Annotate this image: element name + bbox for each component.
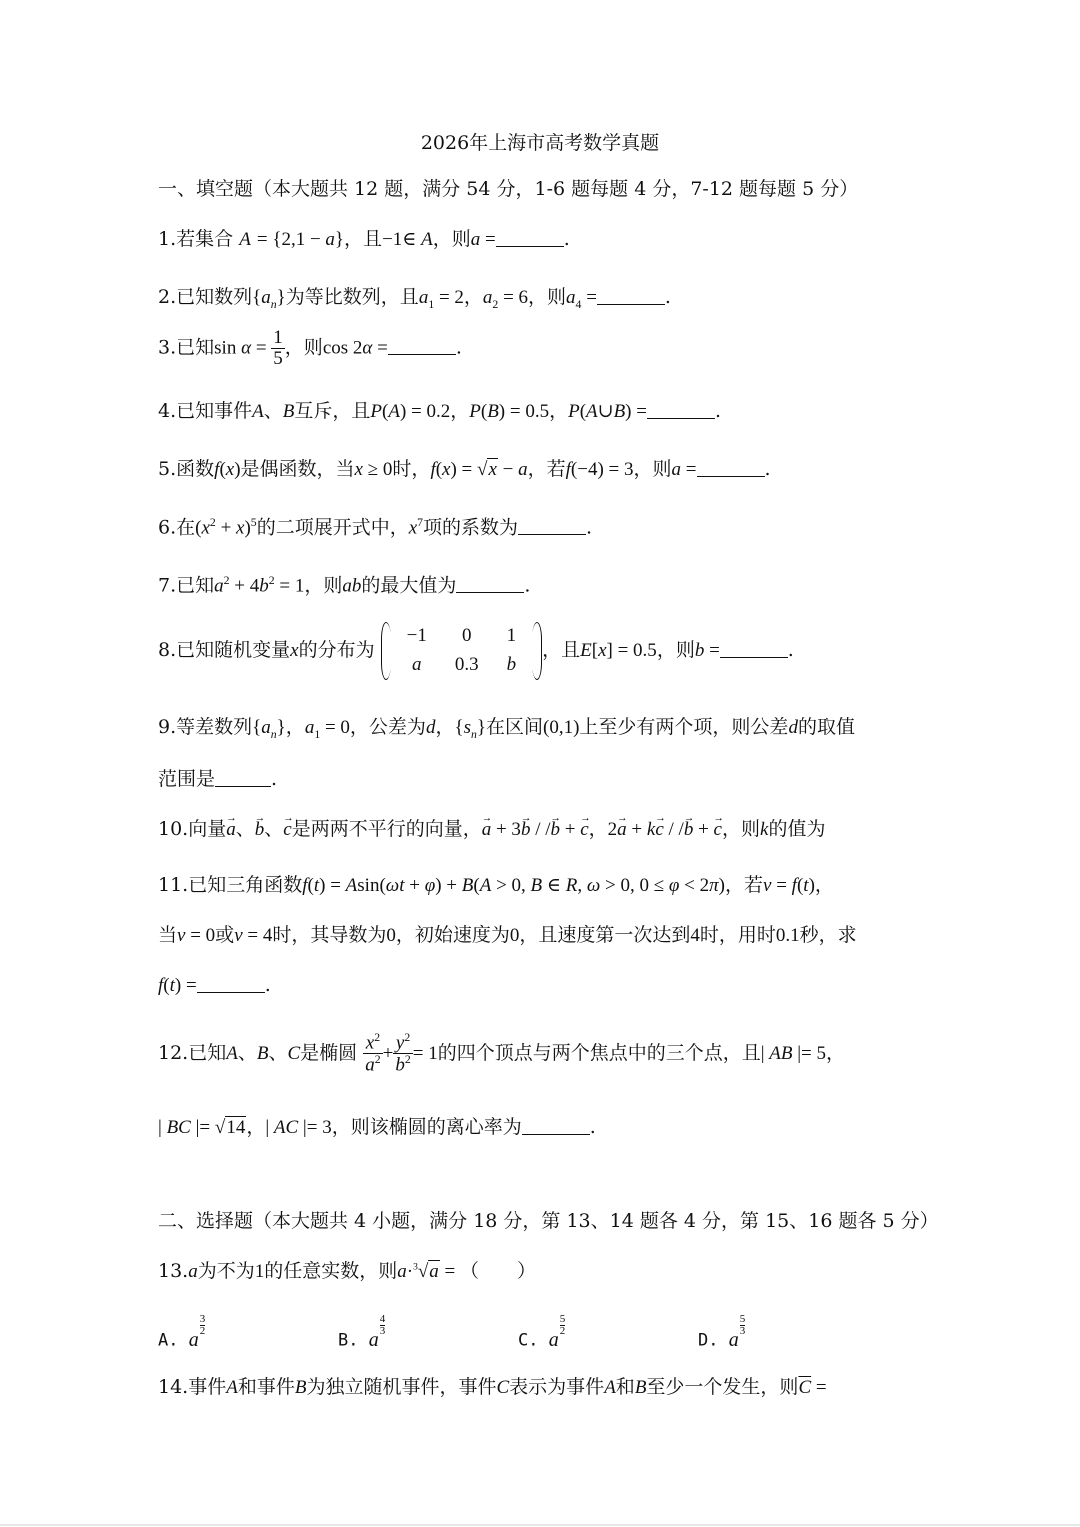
question-3: 3.已知sin α = $\frac{1}{5}$ ，则cos 2α = . — [158, 327, 462, 369]
question-9-line-2: 范围是 . — [158, 768, 278, 791]
answer-blank[interactable] — [215, 768, 271, 787]
option-a[interactable]: A. a $\frac{3}{2}$ — [158, 1313, 206, 1351]
option-b[interactable]: B. a $\frac{4}{3}$ — [338, 1313, 386, 1351]
option-c[interactable]: C. a $\frac{5}{2}$ — [518, 1313, 566, 1351]
fraction: $\frac{1}{5}$ — [273, 327, 283, 369]
question-10: 10.向量→ a、→ b、→ c是两两不平行的向量，→ a + 3→ b / /→ b + → c，2→ a + k→ c / /→ b + → c，则k的值为 — [158, 818, 825, 842]
answer-blank[interactable] — [697, 458, 765, 477]
answer-blank[interactable] — [518, 516, 586, 535]
question-5: 5.函数f(x)是偶函数，当x ≥ 0时，f(x) = √x − a，若f(−4) = 3，则a = . — [158, 458, 771, 481]
question-7: 7.已知$a^2 + 4b^2 = 1$，则ab的最大值为 . — [158, 574, 531, 597]
question-11: 11.已知三角函数f(t) = Asin(ωt + φ) + B(A > 0, B ∈ R, ω > 0, 0 ≤ φ < 2π)，若v = f(t)， — [158, 874, 834, 896]
page-edge — [0, 1524, 1080, 1526]
question-11-line-2: 当v = 0或v = 4时，其导数为0，初始速度为0，且速度第一次达到4时，用时0.1秒，求 — [158, 924, 857, 946]
answer-blank[interactable] — [597, 286, 665, 305]
answer-blank[interactable] — [647, 400, 715, 419]
question-12-line-2: | BC |= √14，| AC |= 3，则该椭圆的离心率为 . — [158, 1116, 596, 1139]
question-6: 6.在$(x^2 + x)^5$的二项展开式中，$x^7$项的系数为 . — [158, 516, 593, 539]
question-4: 4.已知事件A、B互斥，且P(A) = 0.2，P(B) = 0.5，P(A∪B) = . — [158, 400, 722, 423]
answer-blank[interactable] — [522, 1116, 590, 1135]
section-heading-fill-in: 一、填空题（本大题共 12 题，满分 54 分，1-6 题每题 4 分，7-12 题每题 5 分） — [158, 178, 859, 200]
question-12: 12.已知A、B、C是椭圆 $\frac{x^2}{a^2}$ + $\frac{y^2}{b^2}$ = 1的四个顶点与两个焦点中的三个点，且| AB |= 5， — [158, 1031, 846, 1076]
question-2: 2.已知数列$\{a_n\}$为等比数列，且$a_1 = 2$，$a_2 = 6$，则$a_4$ = . — [158, 286, 671, 311]
question-14: 14.事件A和事件B为独立随机事件，事件C表示为事件A和B至少一个发生，则$\overline{C}$ = — [158, 1376, 827, 1398]
answer-blank[interactable] — [456, 574, 524, 593]
distribution-matrix: −1 0 1 a 0.3 b — [381, 622, 542, 680]
question-1: 1.若集合 A = {2,1 − a}，且−1∈ A，则a = . — [158, 228, 570, 251]
answer-blank[interactable] — [496, 228, 564, 247]
section-heading-choice: 二、选择题（本大题共 4 小题，满分 18 分，第 13、14 题各 4 分，第 15、16 题各 5 分） — [158, 1210, 939, 1232]
question-11-line-3: f(t) = . — [158, 974, 271, 997]
option-d[interactable]: D. a $\frac{5}{3}$ — [698, 1313, 746, 1351]
question-13: 13.a为不为1的任意实数，则a·$^3$√a = （ ） — [158, 1260, 536, 1282]
question-8: 8.已知随机变量x的分布为 −1 0 1 a 0.3 b ，且E[x] = 0.5，则b = . — [158, 622, 794, 680]
answer-blank[interactable] — [197, 974, 265, 993]
page-title: 2026年上海市高考数学真题 — [420, 132, 660, 154]
answer-blank[interactable] — [388, 336, 456, 355]
question-9: 9.等差数列$\{a_n\}$，$a_1 = 0$，公差为d，$\{s_n\}$在区间(0,1)上至少有两个项，则公差d的取值 — [158, 716, 855, 741]
answer-blank[interactable] — [720, 639, 788, 658]
